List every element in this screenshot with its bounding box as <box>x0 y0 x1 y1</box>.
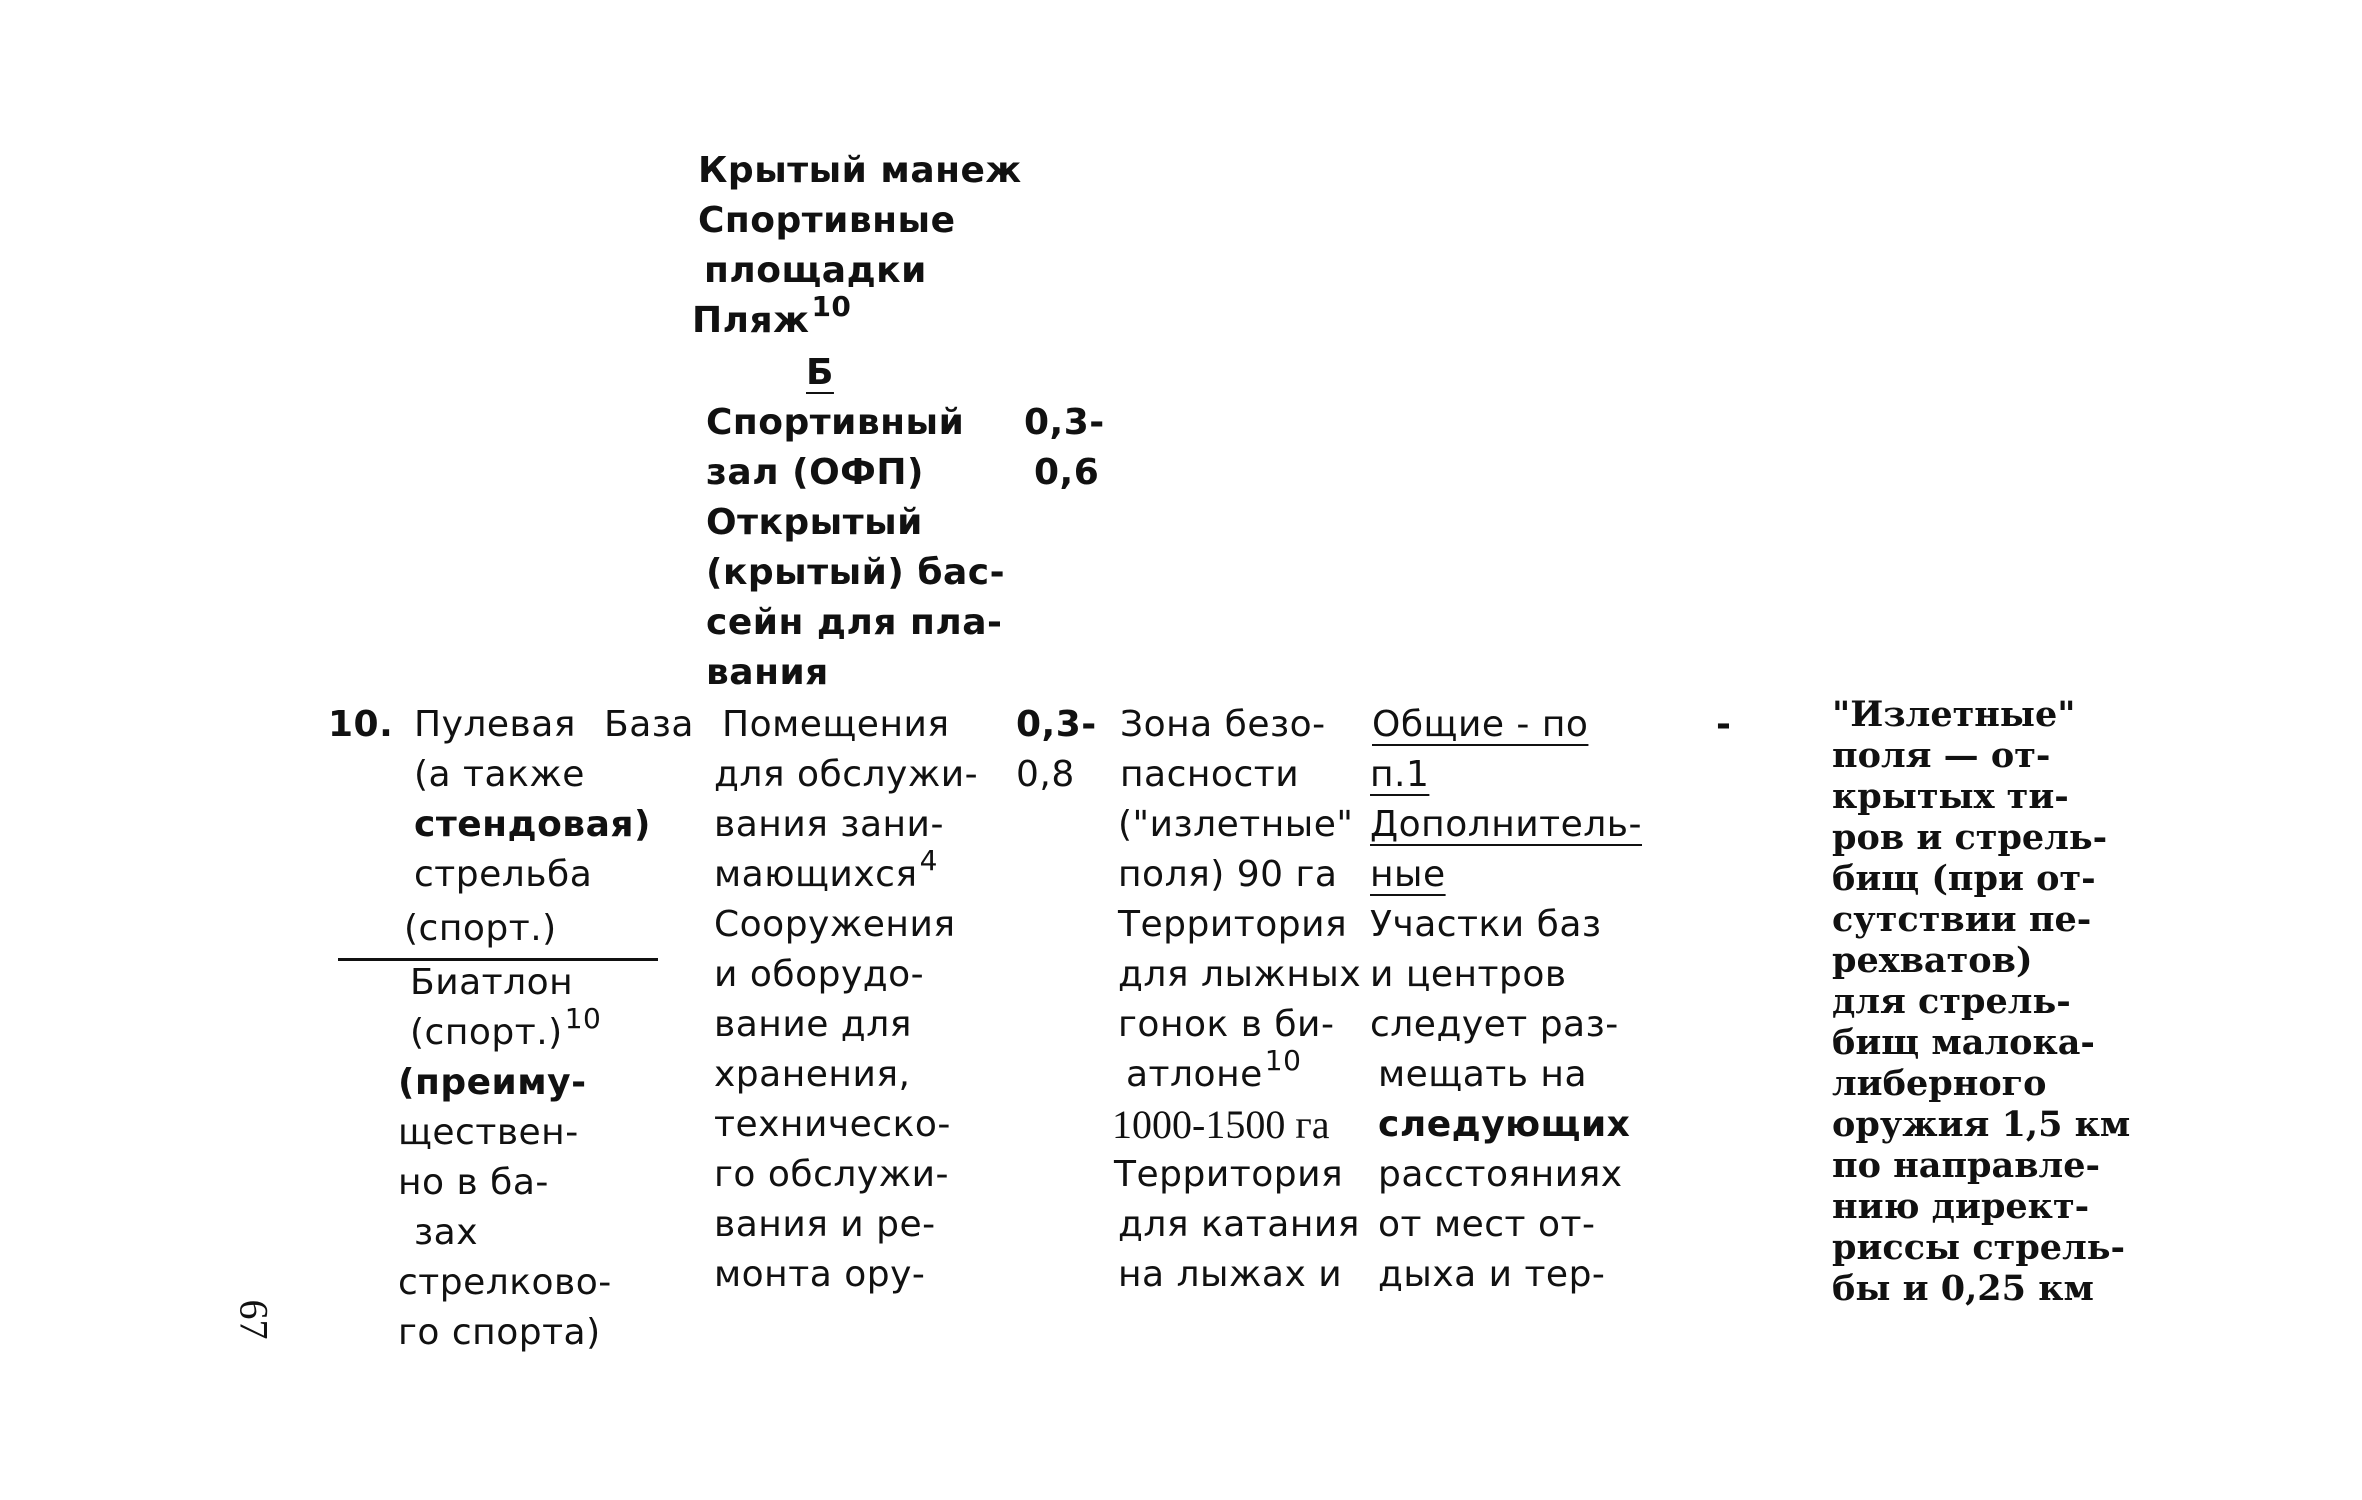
text-line: вания зани- <box>714 804 944 845</box>
text-line: рехватов) <box>1832 940 2033 981</box>
text-line: бы и 0,25 км <box>1832 1268 2094 1309</box>
footnote-ref: 4 <box>919 844 938 877</box>
text-line: расстояниях <box>1378 1154 1623 1195</box>
text-line: мещать на <box>1378 1054 1588 1095</box>
group-heading: Б <box>806 352 834 393</box>
footnote-ref: 10 <box>1264 1044 1302 1077</box>
text-line <box>692 290 852 348</box>
footnote-ref: 10 <box>564 1002 602 1035</box>
text-line: стрелково- <box>398 1262 612 1303</box>
text-line: крытых ти- <box>1832 776 2069 817</box>
text-line: бищ малока- <box>1832 1022 2095 1063</box>
text-line: для лыжных <box>1118 954 1362 995</box>
text-line: ("излетные" <box>1118 804 1354 845</box>
text-line: Территория <box>1114 1154 1344 1195</box>
text-line: ные <box>1370 854 1446 895</box>
text-line: Спортивный <box>706 402 965 443</box>
value-cell: 0,6 <box>1034 452 1100 493</box>
text-line: п.1 <box>1370 754 1430 795</box>
text-line: Спортивные <box>698 200 956 241</box>
text-fragment: Пляж <box>692 300 810 341</box>
text-line: площадки <box>704 250 927 291</box>
text-line: ществен- <box>398 1112 579 1153</box>
text-line: хранения, <box>714 1054 911 1095</box>
text-line: по направле- <box>1832 1145 2101 1186</box>
text-line: зал (ОФП) <box>706 452 924 493</box>
text-line: монта ору- <box>714 1254 926 1295</box>
text-line: Дополнитель- <box>1370 804 1642 845</box>
text-line: но в ба- <box>398 1162 549 1203</box>
text-line <box>714 844 938 902</box>
text-line: Сооружения <box>714 904 956 945</box>
text-line: от мест от- <box>1378 1204 1596 1245</box>
value-cell: 0,3- <box>1024 402 1105 443</box>
page-number: 67 <box>231 1299 277 1340</box>
text-line: вания <box>706 652 829 693</box>
text-line: стрельба <box>414 854 593 895</box>
text-line: риссы стрель- <box>1832 1227 2126 1268</box>
text-line: ров и стрель- <box>1832 817 2108 858</box>
text-line: Открытый <box>706 502 923 543</box>
text-line: сутствии пе- <box>1832 899 2092 940</box>
text-line: 1000-1500 га <box>1112 1102 1330 1147</box>
text-line: Помещения <box>722 704 950 745</box>
text-line <box>1126 1044 1302 1102</box>
text-line: дыха и тер- <box>1378 1254 1606 1295</box>
text-line: для обслужи- <box>714 754 979 795</box>
text-line: следует раз- <box>1370 1004 1619 1045</box>
text-line: и центров <box>1370 954 1567 995</box>
row-number: 10. <box>328 704 394 745</box>
text-line: вания и ре- <box>714 1204 936 1245</box>
text-line: поля — от- <box>1832 735 2051 776</box>
text-fragment: мающихся <box>714 854 918 895</box>
text-line: (крытый) бас- <box>706 552 1006 593</box>
text-line: Территория <box>1118 904 1348 945</box>
text-line: "Излетные" <box>1832 694 2076 735</box>
text-line: зах <box>414 1212 479 1253</box>
text-line: либерного <box>1832 1063 2047 1104</box>
text-line: следующих <box>1378 1104 1631 1145</box>
text-line: и оборудо- <box>714 954 925 995</box>
text-line: (преиму- <box>398 1062 587 1103</box>
text-line: для катания <box>1118 1204 1360 1245</box>
text-line: для стрель- <box>1832 981 2071 1022</box>
text-line: стендовая) <box>414 804 651 845</box>
text-line: Участки баз <box>1370 904 1602 945</box>
text-line: техническо- <box>714 1104 951 1145</box>
text-line: Биатлон <box>410 962 574 1003</box>
text-line: Общие - по <box>1372 704 1589 745</box>
text-line: на лыжах и <box>1118 1254 1343 1295</box>
empty-cell-dash: - <box>1716 704 1732 745</box>
text-fragment: атлоне <box>1126 1054 1263 1095</box>
text-line: гонок в би- <box>1118 1004 1335 1045</box>
area-value: 0,8 <box>1016 754 1075 795</box>
text-line: Крытый манеж <box>698 150 1022 191</box>
text-line: Зона безо- <box>1120 704 1326 745</box>
text-line: го обслужи- <box>714 1154 950 1195</box>
text-line: (а также <box>414 754 585 795</box>
text-line <box>410 1002 602 1060</box>
base-type: База <box>604 704 694 745</box>
text-line: вание для <box>714 1004 912 1045</box>
text-line: поля) 90 га <box>1118 854 1338 895</box>
text-line: сейн для пла- <box>706 602 1003 643</box>
footnote-ref: 10 <box>811 290 852 323</box>
text-line: нию директ- <box>1832 1186 2090 1227</box>
text-fragment: (спорт.) <box>410 1012 563 1053</box>
text-line: оружия 1,5 км <box>1832 1104 2131 1145</box>
text-line: (спорт.) <box>404 908 557 949</box>
text-line: Пулевая <box>414 704 576 745</box>
text-line: го спорта) <box>398 1312 601 1353</box>
text-line: бищ (при от- <box>1832 858 2096 899</box>
text-line: пасности <box>1120 754 1300 795</box>
area-value: 0,3- <box>1016 704 1097 745</box>
